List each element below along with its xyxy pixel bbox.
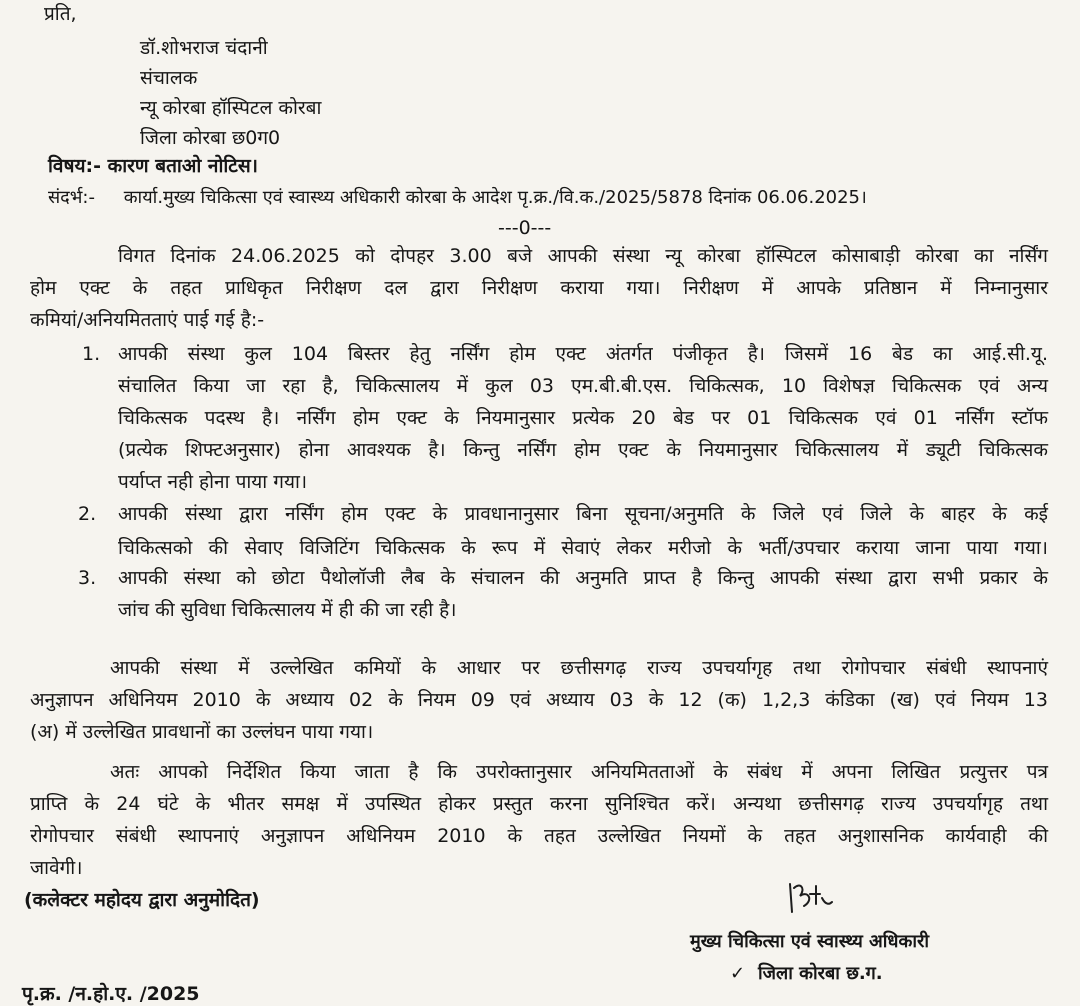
para2-line-2: अनुज्ञापन अधिनियम 2010 के अध्याय 02 के नियम 09 एवं अध्याय 03 के 12 (क) 1,2,3 कंडिका (ख) एवं नियम 13 bbox=[30, 689, 1048, 711]
para2-line-3: (अ) में उल्लेखित प्रावधानों का उल्लंघन पाया गया। bbox=[30, 721, 374, 743]
recipient-hospital: न्यू कोरबा हॉस्पिटल कोरबा bbox=[140, 97, 322, 119]
footer-reference: पृ.क्र. /न.हो.ए. /2025 bbox=[22, 983, 200, 1005]
signatory-district: जिला कोरबा छ.ग. bbox=[758, 963, 883, 984]
reference-line bbox=[48, 186, 867, 210]
recipient-prefix: प्रति, bbox=[44, 3, 77, 25]
point-1-line-1: आपकी संस्था कुल 104 बिस्तर हेतु नर्सिंग होम एक्ट अंतर्गत पंजीकृत है। जिसमें 16 बेड का आई.सी.यू. bbox=[118, 343, 1048, 365]
para3-line-1: अतः आपको निर्देशित किया जाता है कि उपरोक्तानुसार अनियमितताओं के संबंध में अपना लिखित प्रत्युत्तर पत्र bbox=[110, 761, 1048, 783]
recipient-district: जिला कोरबा छ0ग0 bbox=[140, 127, 281, 149]
point-2-number: 2. bbox=[78, 503, 97, 525]
para3-line-4: जावेगी। bbox=[30, 857, 83, 879]
intro-line-2: होम एक्ट के तहत प्राधिकृत निरीक्षण दल द्वारा निरीक्षण कराया गया। निरीक्षण में आपके प्रतिष्ठान में निम्नानुसार bbox=[30, 277, 1048, 299]
signatory-title: मुख्य चिकित्सा एवं स्वास्थ्य अधिकारी bbox=[690, 931, 930, 952]
point-1-number: 1. bbox=[82, 343, 101, 365]
point-1-line-2: संचालित किया जा रहा है, चिकित्सालय में कुल 03 एम.बी.बी.एस. चिकित्सक, 10 विशेषज्ञ चिकित्सक एवं अन्य bbox=[118, 375, 1048, 397]
separator: ---0--- bbox=[498, 217, 552, 239]
signatory-district-tick: ✓ bbox=[730, 963, 746, 984]
point-3-line-2: जांच की सुविधा चिकित्सालय में ही की जा रही है। bbox=[118, 599, 457, 621]
point-3-number: 3. bbox=[78, 567, 97, 589]
point-2-line-2: चिकित्सको की सेवाए विजिटिंग चिकित्सक के रूप में सेवाएं लेकर मरीजो के भर्ती/उपचार कराया जाना पाया गया। bbox=[118, 537, 1048, 559]
recipient-name: डॉ.शोभराज चंदानी bbox=[140, 37, 268, 59]
intro-line-3: कमियां/अनियमितताएं पाई गई है:- bbox=[30, 309, 265, 331]
point-2-line-1: आपकी संस्था द्वारा नर्सिंग होम एक्ट के प्रावधानानुसार बिना सूचना/अनुमति के जिले एवं जिले के बाहर के कई bbox=[118, 503, 1048, 525]
reference-label: संदर्भ:- bbox=[48, 187, 95, 208]
subject-label: विषय:- bbox=[48, 155, 101, 177]
para3-line-3: रोगोपचार संबंधी स्थापनाएं अनुज्ञापन अधिनियम 2010 के तहत उल्लेखित नियमों के तहत अनुशासनिक कार्यवाही की bbox=[30, 825, 1048, 847]
point-1-line-4: (प्रत्येक शिफ्टअनुसार) होना आवश्यक है। किन्तु नर्सिंग होम एक्ट के नियमानुसार चिकित्सालय में ड्यूटी चिकित्सक bbox=[118, 439, 1048, 461]
para2-line-1: आपकी संस्था में उल्लेखित कमियों के आधार पर छत्तीसगढ़ राज्य उपचर्यागृह तथा रोगोपचार संबंधी स्थापनाएं bbox=[110, 657, 1048, 679]
intro-line-1: विगत दिनांक 24.06.2025 को दोपहर 3.00 बजे आपकी संस्था न्यू कोरबा हॉस्पिटल कोसाबाड़ी कोरबा का नर्सिंग bbox=[118, 245, 1048, 267]
point-1-line-3: चिकित्सक पदस्थ है। नर्सिंग होम एक्ट के नियमानुसार प्रत्येक 20 बेड पर 01 चिकित्सक एवं 01 नर्सिंग स्टॉफ bbox=[118, 407, 1048, 429]
recipient-designation: संचालक bbox=[140, 67, 198, 89]
point-3-line-1: आपकी संस्था को छोटा पैथोलॉजी लैब के संचालन की अनुमति प्राप्त है किन्तु आपकी संस्था द्वारा सभी प्रकार के bbox=[118, 567, 1048, 589]
para3-line-2: प्राप्ति के 24 घंटे के भीतर समक्ष में उपस्थित होकर प्रस्तुत करना सुनिश्चित करें। अन्यथा छत्तीसगढ़ राज्य उपचर्यागृह तथा bbox=[30, 793, 1048, 815]
point-1-line-5: पर्याप्त नही होना पाया गया। bbox=[118, 471, 308, 493]
signature-mark bbox=[786, 880, 836, 920]
reference-text: कार्या.मुख्य चिकित्सा एवं स्वास्थ्य अधिकारी कोरबा के आदेश पृ.क्र./वि.क./2025/5878 दिनांक 06.06.2025। bbox=[123, 187, 867, 208]
approval-note: (कलेक्टर महोदय द्वारा अनुमोदित) bbox=[24, 889, 260, 911]
subject-line bbox=[48, 154, 258, 178]
subject-text: कारण बताओ नोटिस। bbox=[107, 155, 258, 177]
